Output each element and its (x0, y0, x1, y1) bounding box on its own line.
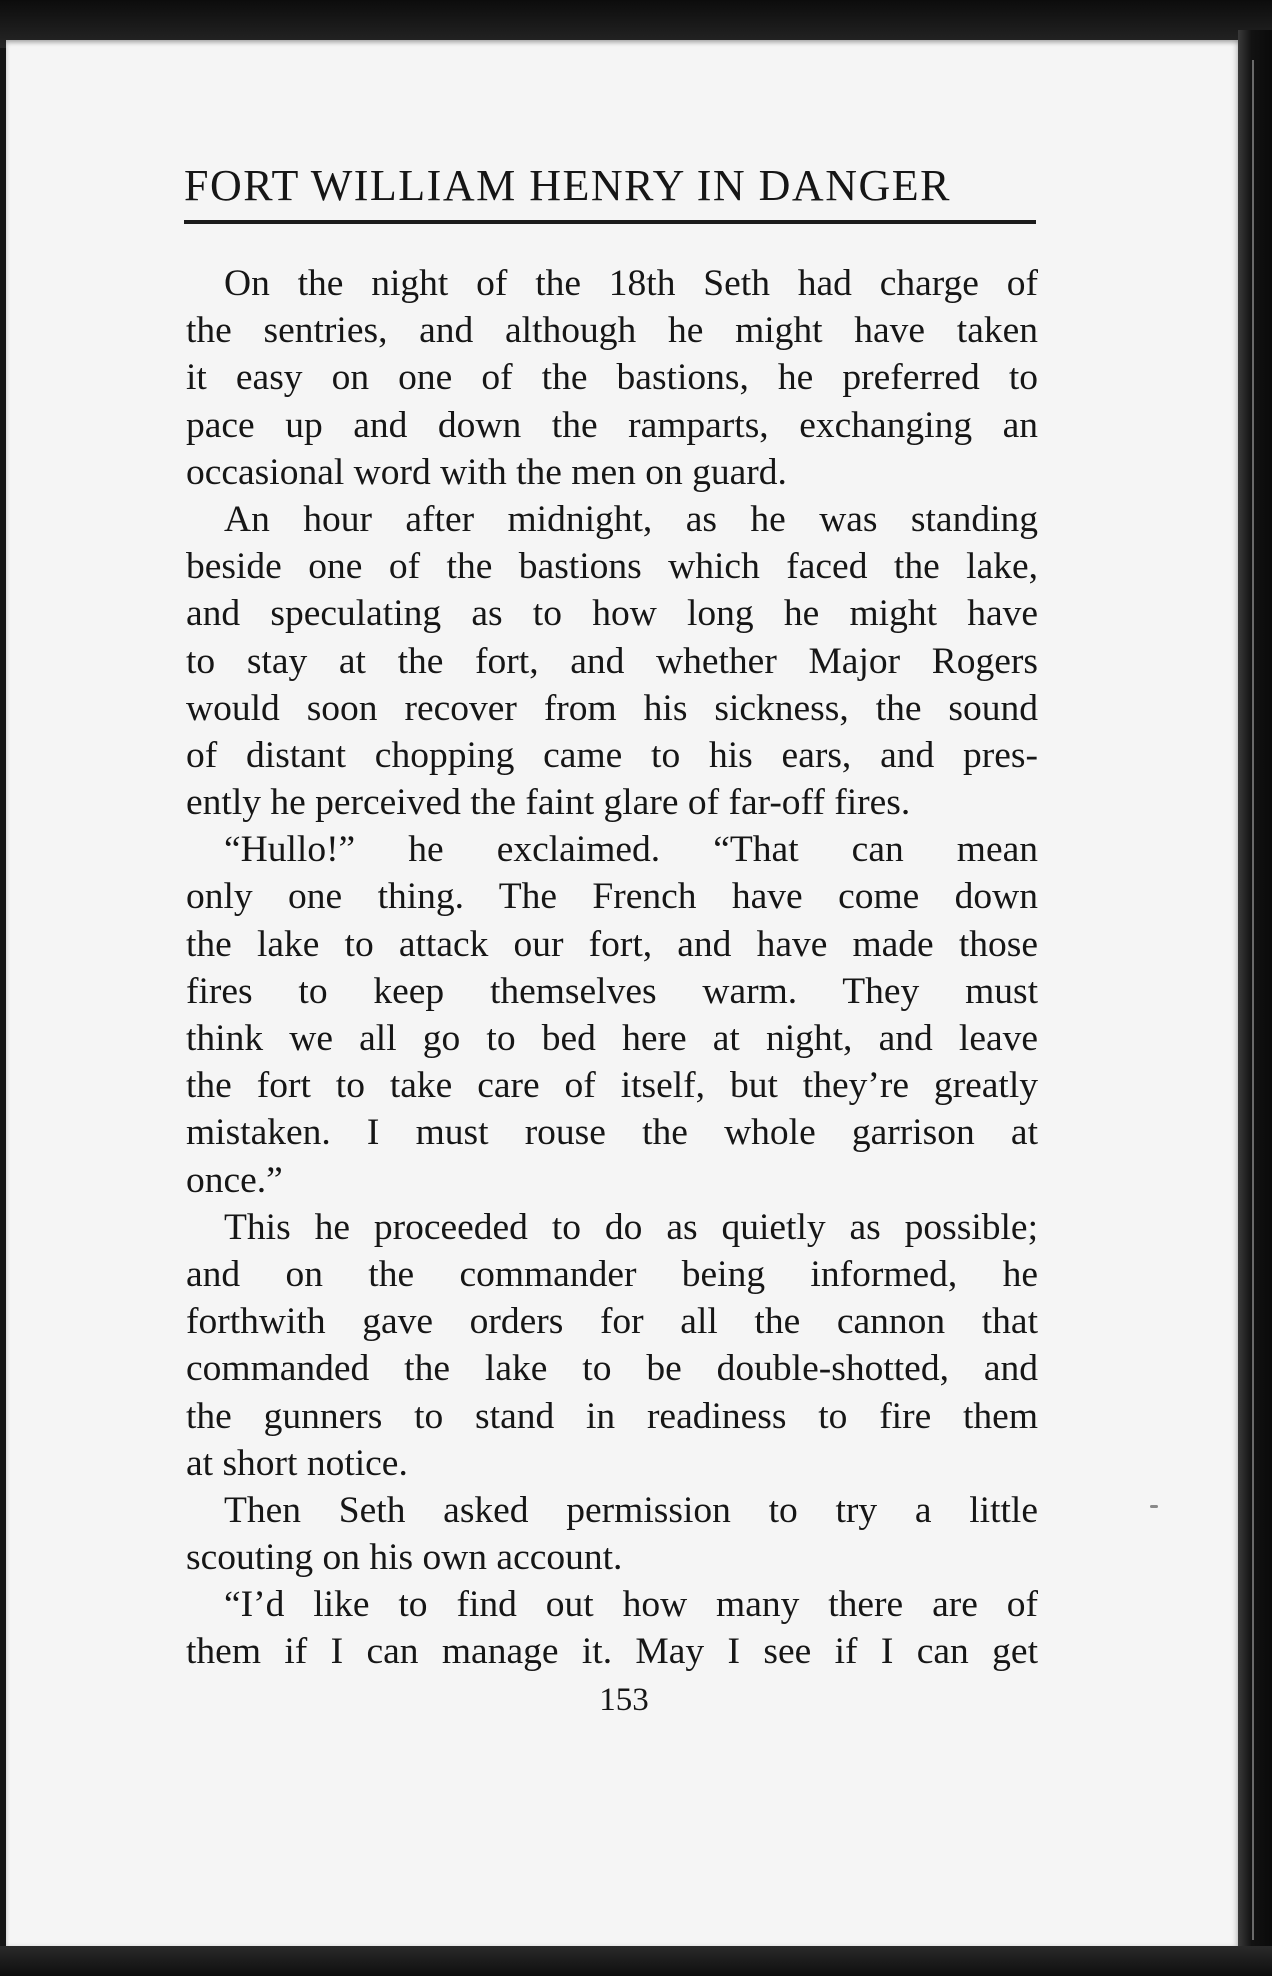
text-line: would soon recover from his sickness, the sound (186, 687, 1038, 729)
text-line: it easy on one of the bastions, he preferred to (186, 357, 1038, 399)
text-line: scouting on his own account. (186, 1537, 623, 1579)
text-line: of distant chopping came to his ears, and pres- (186, 734, 1038, 776)
text-line: the lake to attack our fort, and have made those (186, 923, 1038, 965)
text-line: once.” (186, 1159, 283, 1201)
text-line: think we all go to bed here at night, and leave (186, 1018, 1038, 1059)
text-line: pace up and down the ramparts, exchanging an (186, 404, 1038, 446)
running-head: FORT WILLIAM HENRY IN DANGER (184, 161, 951, 210)
text-line: ently he perceived the faint glare of far-off fires. (186, 782, 911, 824)
book-spine-edge (1238, 30, 1272, 1976)
text-line: beside one of the bastions which faced the lake, (186, 546, 1038, 588)
text-line: and speculating as to how long he might have (186, 593, 1038, 635)
text-line: the gunners to stand in readiness to fire them (186, 1395, 1038, 1437)
text-line: “I’d like to find out how many there are of (224, 1584, 1038, 1626)
scan-bottom-edge (0, 1946, 1272, 1976)
text-line: On the night of the 18th Seth had charge of (224, 263, 1038, 304)
text-line: An hour after midnight, as he was standing (224, 498, 1038, 540)
text-line: them if I can manage it. May I see if I can get (186, 1631, 1038, 1673)
text-line: Then Seth asked permission to try a little (224, 1489, 1038, 1531)
text-line: mistaken. I must rouse the whole garrison at (186, 1112, 1038, 1154)
text-line: fires to keep themselves warm. They must (186, 970, 1038, 1012)
text-line: at short notice. (186, 1442, 408, 1484)
scan-speck (1150, 1505, 1158, 1508)
text-line: “Hullo!” he exclaimed. “That can mean (224, 829, 1038, 871)
text-line: and on the commander being informed, he (186, 1253, 1038, 1295)
text-line: only one thing. The French have come down (186, 876, 1038, 918)
text-line: commanded the lake to be double-shotted, and (186, 1348, 1038, 1390)
text-line: to stay at the fort, and whether Major Rogers (186, 640, 1038, 682)
page-edge-line (1252, 60, 1254, 1940)
text-line: forthwith gave orders for all the cannon that (186, 1301, 1038, 1343)
page-number: 153 (599, 1682, 649, 1718)
text-line: the sentries, and although he might have taken (186, 310, 1038, 352)
text-line: This he proceeded to do as quietly as possible; (224, 1206, 1038, 1248)
text-line: occasional word with the men on guard. (186, 451, 787, 493)
running-head-rule (184, 220, 1036, 224)
body-text (186, 260, 1038, 1676)
text-line: the fort to take care of itself, but they’re greatly (186, 1065, 1038, 1107)
